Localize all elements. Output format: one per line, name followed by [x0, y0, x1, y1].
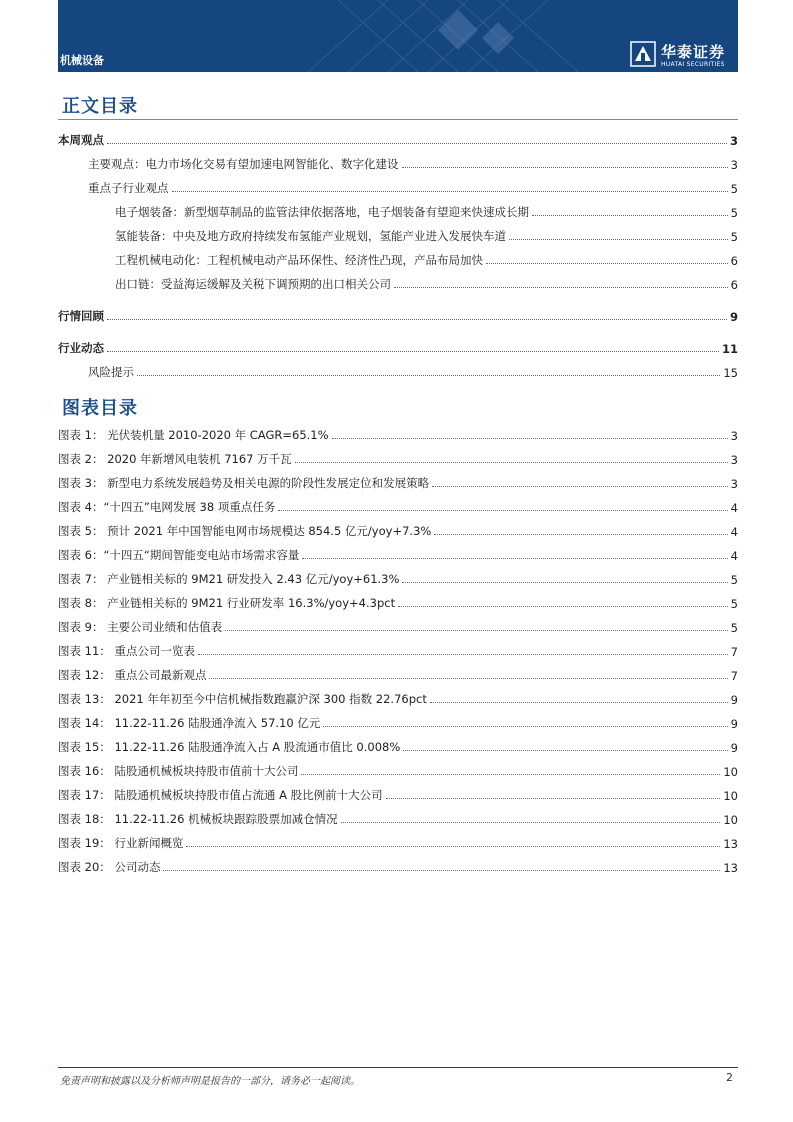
toc-entry[interactable] [58, 270, 738, 292]
lof-entry[interactable] [58, 805, 738, 827]
lof-entry[interactable] [58, 685, 738, 707]
lof-entry-label: 图表 7： 产业链相关标的 9M21 研发投入 2.43 亿元/yoy+61.3% [58, 572, 400, 586]
lof-entry-page: 3 [730, 453, 738, 467]
lof-entry[interactable] [58, 733, 738, 755]
toc-entry-page: 9 [729, 310, 738, 324]
page-number: 2 [726, 1071, 733, 1084]
toc-entry-page: 5 [730, 206, 738, 220]
logo-text-cn: 华泰证券 [661, 43, 726, 61]
lof-entry-page: 9 [730, 693, 738, 707]
toc-entry-page: 15 [723, 366, 738, 380]
lof-entry-page: 3 [730, 477, 738, 491]
footer-disclaimer: 免责声明和披露以及分析师声明是报告的一部分，请务必一起阅读。 [60, 1076, 360, 1087]
toc-title: 正文目录 [62, 96, 138, 117]
lof-entry-page: 5 [730, 573, 738, 587]
lof-entry-label: 图表 4：“十四五”电网发展 38 项重点任务 [58, 500, 276, 514]
lof-entry-page: 3 [730, 429, 738, 443]
toc-entry-label: 出口链：受益海运缓解及关税下调预期的出口相关公司 [115, 277, 391, 291]
lof-entry-label: 图表 12： 重点公司最新观点 [58, 668, 207, 682]
toc-entry-page: 3 [729, 134, 738, 148]
lof-entry[interactable] [58, 517, 738, 539]
toc-entry-label: 氢能装备：中央及地方政府持续发布氢能产业规划，氢能产业进入发展快车道 [115, 229, 506, 243]
lof-entry-page: 13 [723, 837, 738, 851]
lof-entry[interactable] [58, 493, 738, 515]
toc-entry[interactable] [58, 126, 738, 148]
lof-entry-label: 图表 16： 陆股通机械板块持股市值前十大公司 [58, 764, 299, 778]
lof-entry-page: 5 [730, 597, 738, 611]
toc-entry-label: 主要观点：电力市场化交易有望加速电网智能化、数字化建设 [88, 157, 399, 171]
lof-entry-label: 图表 8： 产业链相关标的 9M21 行业研发率 16.3%/yoy+4.3pct [58, 596, 396, 610]
huatai-logo-icon [630, 41, 656, 67]
lof-entry-page: 13 [723, 861, 738, 875]
toc-entry-label: 本周观点 [58, 133, 104, 147]
lof-entry[interactable] [58, 661, 738, 683]
lof-entry[interactable] [58, 565, 738, 587]
toc-entry-label: 工程机械电动化：工程机械电动产品环保性、经济性凸现，产品布局加快 [115, 253, 483, 267]
toc-entry[interactable] [58, 358, 738, 380]
lof-entry-page: 7 [730, 645, 738, 659]
toc-entry-label: 行情回顾 [58, 309, 104, 323]
toc-entry-page: 5 [730, 230, 738, 244]
toc-entry-page: 11 [721, 342, 738, 356]
toc-entry-page: 5 [730, 182, 738, 196]
lof-entry-page: 10 [723, 765, 738, 779]
header-decoration [308, 0, 628, 72]
lof-entry-label: 图表 20： 公司动态 [58, 860, 161, 874]
lof-entry[interactable] [58, 709, 738, 731]
toc-entry[interactable] [58, 334, 738, 356]
lof-entry-label: 图表 3： 新型电力系统发展趋势及相关电源的阶段性发展定位和发展策略 [58, 476, 430, 490]
lof-entry[interactable] [58, 469, 738, 491]
lof-entry-label: 图表 5： 预计 2021 年中国智能电网市场规模达 854.5 亿元/yoy+7.3% [58, 524, 432, 538]
lof-entry-label: 图表 18： 11.22-11.26 机械板块跟踪股票加减仓情况 [58, 812, 338, 826]
lof-entry[interactable] [58, 757, 738, 779]
lof-entry[interactable] [58, 445, 738, 467]
lof-title: 图表目录 [62, 398, 138, 419]
toc-entry-label: 行业动态 [58, 341, 104, 355]
lof-entry-page: 4 [730, 549, 738, 563]
lof-entry-page: 7 [730, 669, 738, 683]
lof-entry-page: 9 [730, 741, 738, 755]
toc-entry-page: 3 [730, 158, 738, 172]
lof-entry-page: 4 [730, 501, 738, 515]
toc-entry-page: 6 [730, 278, 738, 292]
lof-entry[interactable] [58, 637, 738, 659]
toc-entry-label: 电子烟装备：新型烟草制品的监管法律依据落地，电子烟装备有望迎来快速成长期 [115, 205, 529, 219]
toc-entry[interactable] [58, 246, 738, 268]
lof-entry-label: 图表 11： 重点公司一览表 [58, 644, 195, 658]
lof-entry[interactable] [58, 541, 738, 563]
lof-entry-page: 9 [730, 717, 738, 731]
lof-entry[interactable] [58, 589, 738, 611]
lof-entry-label: 图表 14： 11.22-11.26 陆股通净流入 57.10 亿元 [58, 716, 321, 730]
toc-title-rule [58, 119, 738, 120]
lof-entry[interactable] [58, 853, 738, 875]
lof-entry-label: 图表 6：“十四五“期间智能变电站市场需求容量 [58, 548, 300, 562]
lof-entry[interactable] [58, 421, 738, 443]
toc-entry[interactable] [58, 198, 738, 220]
lof-entry-label: 图表 17： 陆股通机械板块持股市值占流通 A 股比例前十大公司 [58, 788, 383, 802]
lof-entry-label: 图表 15： 11.22-11.26 陆股通净流入占 A 股流通市值比 0.008% [58, 740, 401, 754]
toc-entry[interactable] [58, 174, 738, 196]
footer-rule [58, 1067, 738, 1068]
toc-entry[interactable] [58, 222, 738, 244]
lof-entry-label: 图表 1： 光伏装机量 2010-2020 年 CAGR=65.1% [58, 428, 329, 442]
lof-entry-label: 图表 9： 主要公司业绩和估值表 [58, 620, 223, 634]
lof-entry-page: 10 [723, 789, 738, 803]
lof-entry-label: 图表 19： 行业新闻概览 [58, 836, 184, 850]
lof-entry-page: 4 [730, 525, 738, 539]
lof-entry-page: 10 [723, 813, 738, 827]
lof-entry-page: 5 [730, 621, 738, 635]
lof-entry[interactable] [58, 613, 738, 635]
lof-entry-label: 图表 13： 2021 年年初至今中信机械指数跑赢沪深 300 指数 22.76pct [58, 692, 427, 706]
section-label: 机械设备 [60, 54, 104, 67]
page-header [58, 0, 738, 72]
logo-text-en: HUATAI SECURITIES [661, 61, 725, 68]
lof-entry-label: 图表 2： 2020 年新增风电装机 7167 万千瓦 [58, 452, 292, 466]
toc-entry-label: 重点子行业观点 [88, 181, 169, 195]
lof-entry[interactable] [58, 781, 738, 803]
toc-entry-label: 风险提示 [88, 365, 134, 379]
toc-entry-page: 6 [730, 254, 738, 268]
toc-entry[interactable] [58, 150, 738, 172]
lof-entry[interactable] [58, 829, 738, 851]
toc-entry[interactable] [58, 302, 738, 324]
